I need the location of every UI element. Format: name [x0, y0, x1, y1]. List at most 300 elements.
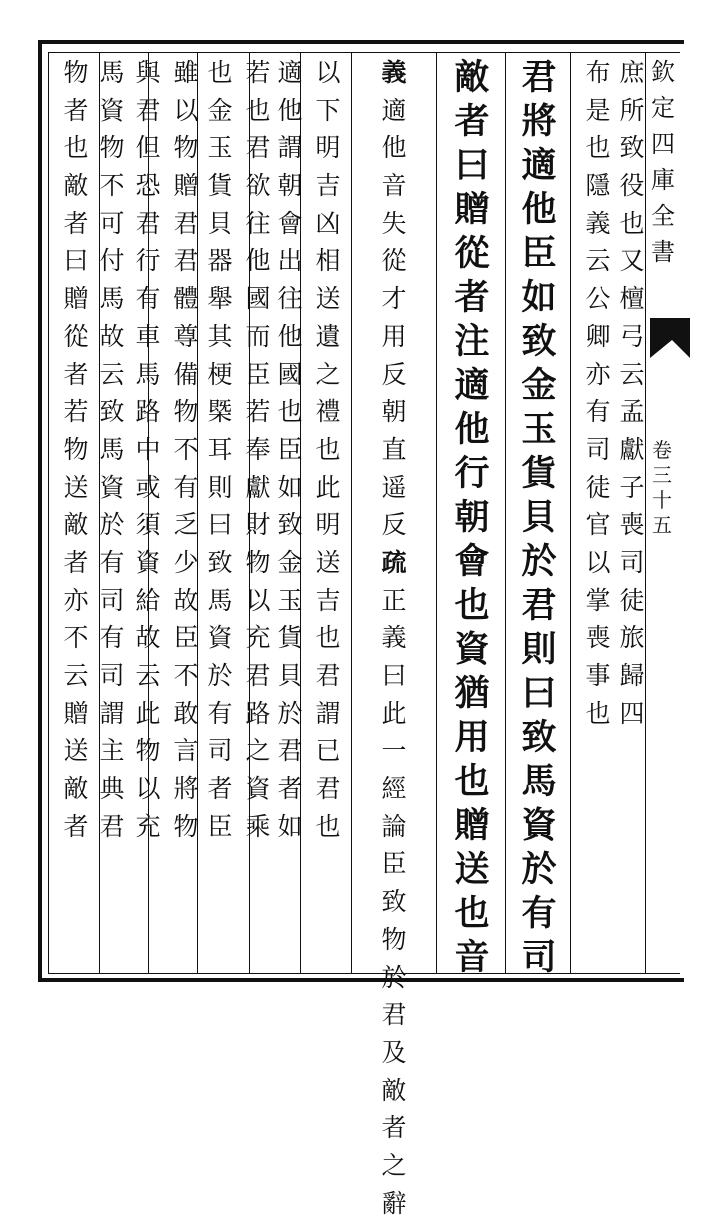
commentary-char: 云 [99, 359, 125, 389]
main-text-char: 贈 [454, 189, 490, 230]
commentary-char: 之 [315, 359, 341, 389]
main-text-char: 將 [521, 101, 557, 142]
commentary-char: 司 [99, 661, 125, 690]
commentary-char: 耳 [207, 434, 233, 464]
commentary-char: 車 [135, 321, 161, 351]
column-rule [570, 52, 571, 974]
commentary-char: 其 [207, 321, 233, 351]
text-column-3 [514, 57, 564, 984]
commentary-char: 欲 [245, 171, 271, 201]
commentary-char: 及 [381, 1037, 407, 1067]
commentary-char: 布 [585, 58, 611, 87]
commentary-char: 貨 [207, 171, 233, 201]
main-text-char: 也 [454, 585, 490, 626]
commentary-char: 獻 [619, 434, 645, 464]
commentary-char: 恐 [135, 171, 161, 201]
column-rule [436, 52, 437, 974]
commentary-char: 故 [99, 321, 125, 351]
commentary-char: 君 [173, 246, 199, 276]
commentary-char: 也 [315, 811, 341, 841]
commentary-char: 往 [277, 284, 303, 314]
commentary-char: 他 [245, 246, 271, 276]
main-text-char: 貝 [521, 497, 557, 538]
commentary-char: 有 [207, 698, 233, 728]
commentary-char: 公 [585, 284, 611, 314]
commentary-char: 言 [173, 736, 199, 766]
commentary-char: 也 [315, 434, 341, 464]
text-column-12 [92, 60, 132, 851]
commentary-char: 以 [135, 774, 161, 804]
main-text-char: 他 [454, 409, 490, 450]
commentary-char: 旅 [619, 623, 645, 653]
main-text-char: 司 [521, 937, 557, 978]
text-column-10 [166, 60, 206, 851]
commentary-char: 物 [245, 547, 271, 577]
commentary-char: 致 [619, 133, 645, 163]
commentary-char: 謂 [277, 133, 303, 163]
commentary-char: 臣 [245, 359, 271, 389]
commentary-char: 臣 [381, 849, 407, 879]
commentary-char: 掌 [585, 585, 611, 615]
commentary-char: 有 [99, 623, 125, 653]
commentary-char: 臣 [173, 623, 199, 653]
margin-juan-number [652, 440, 672, 540]
commentary-char: 君 [245, 133, 271, 163]
commentary-char: 致 [207, 547, 233, 577]
margin-title-char: 書 [651, 238, 675, 266]
commentary-char: 馬 [99, 434, 125, 464]
commentary-char: 如 [277, 472, 303, 502]
text-column-9 [200, 60, 240, 851]
commentary-char: 國 [245, 284, 271, 314]
commentary-char: 故 [173, 585, 199, 615]
commentary-char: 路 [135, 397, 161, 427]
commentary-char: 送 [315, 284, 341, 314]
commentary-char: 資 [99, 95, 125, 125]
commentary-char: 者 [63, 811, 89, 841]
commentary-char: 主 [99, 736, 125, 766]
commentary-char: 所 [619, 95, 645, 125]
commentary-char: 資 [99, 472, 125, 502]
commentary-char: 明 [315, 133, 341, 163]
commentary-char: 給 [135, 585, 161, 615]
commentary-char: 君 [135, 208, 161, 238]
commentary-char: 者 [63, 359, 89, 389]
main-text-char: 會 [454, 541, 490, 582]
commentary-char: 中 [135, 434, 161, 464]
commentary-char: 敢 [173, 698, 199, 728]
commentary-char: 路 [245, 698, 271, 728]
commentary-char: 吉 [315, 171, 341, 201]
main-text-char: 用 [454, 717, 490, 758]
main-text-char: 致 [521, 717, 557, 758]
commentary-char: 謂 [315, 698, 341, 728]
juan-char: 五 [652, 513, 672, 537]
commentary-char: 正 [381, 585, 407, 615]
commentary-char: 此 [135, 698, 161, 728]
commentary-char: 庶 [619, 58, 645, 87]
commentary-char: 贈 [173, 171, 199, 201]
annotation-char: 才 [381, 284, 407, 314]
commentary-char: 義 [585, 208, 611, 238]
commentary-char: 適 [277, 58, 303, 87]
text-column-6 [308, 60, 348, 851]
commentary-char: 金 [277, 547, 303, 577]
commentary-char: 四 [619, 698, 645, 728]
text-column-13 [56, 60, 96, 851]
commentary-char: 司 [585, 434, 611, 464]
commentary-char: 以 [245, 585, 271, 615]
commentary-char: 也 [619, 208, 645, 238]
commentary-char: 則 [207, 472, 233, 502]
commentary-char: 有 [585, 397, 611, 427]
commentary-char: 役 [619, 171, 645, 201]
commentary-char: 辭 [381, 1188, 407, 1218]
commentary-char: 者 [381, 1113, 407, 1143]
main-text-char: 適 [521, 145, 557, 186]
commentary-char: 如 [277, 811, 303, 841]
commentary-char: 貝 [277, 661, 303, 690]
commentary-char: 物 [381, 924, 407, 954]
main-text-char: 也 [454, 893, 490, 934]
commentary-char: 也 [245, 95, 271, 125]
main-text-char: 有 [521, 893, 557, 934]
commentary-char: 以 [173, 95, 199, 125]
commentary-char: 此 [381, 698, 407, 728]
commentary-char: 有 [99, 547, 125, 577]
main-text-char: 從 [454, 233, 490, 274]
main-text-char: 君 [521, 585, 557, 626]
commentary-char: 喪 [619, 510, 645, 540]
commentary-char: 資 [245, 774, 271, 804]
commentary-char: 歸 [619, 661, 645, 690]
annotation-char: 反 [381, 359, 407, 389]
commentary-char: 凶 [315, 208, 341, 238]
commentary-char: 孟 [619, 397, 645, 427]
commentary-char: 充 [245, 623, 271, 653]
commentary-char: 貨 [277, 623, 303, 653]
commentary-char: 亦 [63, 585, 89, 615]
commentary-char: 尊 [173, 321, 199, 351]
commentary-char: 致 [381, 887, 407, 917]
commentary-char: 將 [173, 774, 199, 804]
main-text-char: 者 [454, 101, 490, 142]
fish-tail-mark [650, 318, 690, 362]
commentary-char: 義 [381, 623, 407, 653]
commentary-char: 器 [207, 246, 233, 276]
commentary-char: 臣 [207, 811, 233, 841]
commentary-mark: 疏 [381, 547, 407, 577]
commentary-char: 檀 [619, 284, 645, 314]
commentary-char: 君 [315, 774, 341, 804]
commentary-char: 付 [99, 246, 125, 276]
commentary-char: 君 [245, 661, 271, 690]
commentary-char: 官 [585, 510, 611, 540]
main-text-char: 於 [521, 849, 557, 890]
text-column-4 [447, 57, 497, 984]
commentary-char: 云 [585, 246, 611, 276]
commentary-char: 者 [63, 95, 89, 125]
main-text-char: 音 [454, 937, 490, 978]
commentary-char: 於 [381, 962, 407, 992]
main-text-char: 馬 [521, 761, 557, 802]
commentary-char: 備 [173, 359, 199, 389]
margin-title-char: 四 [651, 130, 675, 158]
commentary-char: 不 [63, 623, 89, 653]
main-text-char: 也 [454, 761, 490, 802]
commentary-char: 物 [135, 736, 161, 766]
commentary-char: 於 [99, 510, 125, 540]
commentary-char: 云 [63, 661, 89, 690]
commentary-char: 玉 [277, 585, 303, 615]
main-text-char: 如 [521, 277, 557, 318]
commentary-char: 曰 [207, 510, 233, 540]
annotation-char: 從 [381, 246, 407, 276]
commentary-char: 馬 [99, 284, 125, 314]
commentary-char: 物 [173, 133, 199, 163]
commentary-char: 資 [207, 623, 233, 653]
commentary-char: 典 [99, 774, 125, 804]
commentary-char: 不 [99, 171, 125, 201]
commentary-char: 弓 [619, 321, 645, 351]
commentary-char: 於 [207, 661, 233, 690]
commentary-char: 亦 [585, 359, 611, 389]
commentary-char: 與 [135, 58, 161, 87]
main-text-char: 玉 [521, 409, 557, 450]
annotation-char: 音 [381, 171, 407, 201]
commentary-char: 奉 [245, 434, 271, 464]
commentary-char: 也 [277, 397, 303, 427]
commentary-char: 君 [173, 208, 199, 238]
commentary-char: 君 [315, 661, 341, 690]
text-column-11 [128, 60, 168, 851]
commentary-char: 梗 [207, 359, 233, 389]
commentary-char: 槩 [207, 397, 233, 427]
commentary-char: 舉 [207, 284, 233, 314]
commentary-char: 者 [277, 774, 303, 804]
commentary-char: 有 [135, 284, 161, 314]
commentary-heading-char: 義 [381, 58, 407, 87]
annotation-char: 反 [381, 510, 407, 540]
commentary-char: 之 [381, 1150, 407, 1180]
commentary-char: 贈 [63, 698, 89, 728]
commentary-char: 以 [315, 58, 341, 87]
commentary-char: 又 [619, 246, 645, 276]
commentary-char: 雖 [173, 58, 199, 87]
commentary-char: 司 [207, 736, 233, 766]
main-text-char: 贈 [454, 805, 490, 846]
commentary-char: 之 [245, 736, 271, 766]
commentary-char: 遺 [315, 321, 341, 351]
commentary-char: 他 [277, 321, 303, 351]
commentary-char: 國 [277, 359, 303, 389]
commentary-char: 曰 [381, 661, 407, 690]
commentary-char: 也 [63, 133, 89, 163]
text-column-5 [358, 60, 430, 1228]
commentary-char: 物 [63, 58, 89, 87]
commentary-char: 事 [585, 661, 611, 690]
commentary-char: 若 [245, 58, 271, 87]
annotation-char: 他 [381, 133, 407, 163]
commentary-char: 會 [277, 208, 303, 238]
commentary-char: 送 [63, 472, 89, 502]
commentary-char: 子 [619, 472, 645, 502]
main-text-char: 資 [521, 805, 557, 846]
juan-char: 卷 [652, 438, 672, 462]
commentary-char: 君 [135, 95, 161, 125]
commentary-char: 致 [277, 510, 303, 540]
commentary-char: 是 [585, 95, 611, 125]
juan-char: 三 [652, 463, 672, 487]
commentary-char: 送 [315, 547, 341, 577]
commentary-char: 徒 [619, 585, 645, 615]
commentary-char: 物 [173, 811, 199, 841]
commentary-char: 物 [173, 397, 199, 427]
text-column-1 [612, 60, 652, 738]
commentary-char: 曰 [63, 246, 89, 276]
commentary-char: 從 [63, 321, 89, 351]
main-text-char: 適 [454, 365, 490, 406]
main-text-char: 送 [454, 849, 490, 890]
margin-book-title [651, 60, 675, 276]
main-text-char: 資 [454, 629, 490, 670]
annotation-char: 失 [381, 208, 407, 238]
commentary-char: 喪 [585, 623, 611, 653]
commentary-char: 須 [135, 510, 161, 540]
commentary-char: 可 [99, 208, 125, 238]
commentary-char: 敵 [63, 774, 89, 804]
commentary-char: 一 [381, 736, 407, 766]
column-rule [351, 52, 352, 974]
commentary-char: 云 [619, 359, 645, 389]
commentary-char: 謂 [99, 698, 125, 728]
commentary-char: 若 [63, 397, 89, 427]
commentary-char: 朝 [277, 171, 303, 201]
annotation-char: 適 [381, 95, 407, 125]
commentary-char: 充 [135, 811, 161, 841]
commentary-char: 也 [315, 623, 341, 653]
commentary-char: 臣 [277, 434, 303, 464]
commentary-char: 或 [135, 472, 161, 502]
main-text-char: 致 [521, 321, 557, 362]
commentary-char: 敵 [63, 510, 89, 540]
main-text-char: 貨 [521, 453, 557, 494]
commentary-char: 隱 [585, 171, 611, 201]
commentary-char: 乏 [173, 510, 199, 540]
commentary-char: 也 [585, 133, 611, 163]
commentary-char: 君 [99, 811, 125, 841]
commentary-char: 金 [207, 95, 233, 125]
commentary-char: 明 [315, 510, 341, 540]
commentary-char: 往 [245, 208, 271, 238]
commentary-char: 不 [173, 661, 199, 690]
commentary-char: 相 [315, 246, 341, 276]
commentary-char: 物 [63, 434, 89, 464]
main-text-char: 臣 [521, 233, 557, 274]
main-text-char: 敵 [454, 57, 490, 98]
commentary-char: 不 [173, 434, 199, 464]
main-text-char: 者 [454, 277, 490, 318]
commentary-char: 已 [315, 736, 341, 766]
margin-title-char: 欽 [651, 58, 675, 86]
commentary-char: 玉 [207, 133, 233, 163]
commentary-char: 者 [207, 774, 233, 804]
margin-title-char: 定 [651, 94, 675, 122]
commentary-char: 送 [63, 736, 89, 766]
commentary-char: 敵 [63, 171, 89, 201]
commentary-char: 財 [245, 510, 271, 540]
annotation-char: 遥 [381, 472, 407, 502]
margin-title-char: 全 [651, 202, 675, 230]
commentary-char: 也 [207, 58, 233, 87]
main-text-char: 朝 [454, 497, 490, 538]
commentary-char: 經 [381, 774, 407, 804]
main-text-char: 曰 [521, 673, 557, 714]
commentary-char: 馬 [99, 58, 125, 87]
commentary-char: 贈 [63, 284, 89, 314]
commentary-char: 卿 [585, 321, 611, 351]
commentary-char: 者 [63, 208, 89, 238]
commentary-char: 乘 [245, 811, 271, 841]
commentary-char: 也 [585, 698, 611, 728]
main-text-char: 猶 [454, 673, 490, 714]
commentary-char: 論 [381, 811, 407, 841]
main-text-char: 曰 [454, 145, 490, 186]
commentary-char: 下 [315, 95, 341, 125]
commentary-char: 馬 [207, 585, 233, 615]
commentary-char: 他 [277, 95, 303, 125]
commentary-char: 故 [135, 623, 161, 653]
commentary-char: 吉 [315, 585, 341, 615]
juan-char: 十 [652, 488, 672, 512]
main-text-char: 行 [454, 453, 490, 494]
text-column-8 [238, 60, 278, 851]
commentary-char: 而 [245, 321, 271, 351]
annotation-char: 用 [381, 321, 407, 351]
commentary-char: 資 [135, 547, 161, 577]
commentary-char: 少 [173, 547, 199, 577]
commentary-char: 君 [381, 1000, 407, 1030]
commentary-char: 敵 [381, 1075, 407, 1105]
commentary-char: 出 [277, 246, 303, 276]
commentary-char: 司 [99, 585, 125, 615]
commentary-char: 徒 [585, 472, 611, 502]
commentary-char: 物 [99, 133, 125, 163]
main-text-char: 則 [521, 629, 557, 670]
commentary-char: 以 [585, 547, 611, 577]
commentary-char: 禮 [315, 397, 341, 427]
commentary-char: 者 [63, 547, 89, 577]
main-text-char: 於 [521, 541, 557, 582]
main-text-char: 注 [454, 321, 490, 362]
commentary-char: 司 [619, 547, 645, 577]
commentary-char: 於 [277, 698, 303, 728]
commentary-char: 有 [173, 472, 199, 502]
margin-title-char: 庫 [651, 166, 675, 194]
commentary-char: 馬 [135, 359, 161, 389]
main-text-char: 君 [521, 57, 557, 98]
main-text-char: 他 [521, 189, 557, 230]
main-text-char: 金 [521, 365, 557, 406]
commentary-char: 行 [135, 246, 161, 276]
annotation-char: 朝 [381, 397, 407, 427]
commentary-char: 貝 [207, 208, 233, 238]
commentary-char: 云 [135, 661, 161, 690]
commentary-char: 但 [135, 133, 161, 163]
commentary-char: 體 [173, 284, 199, 314]
commentary-char: 君 [277, 736, 303, 766]
annotation-char: 直 [381, 434, 407, 464]
